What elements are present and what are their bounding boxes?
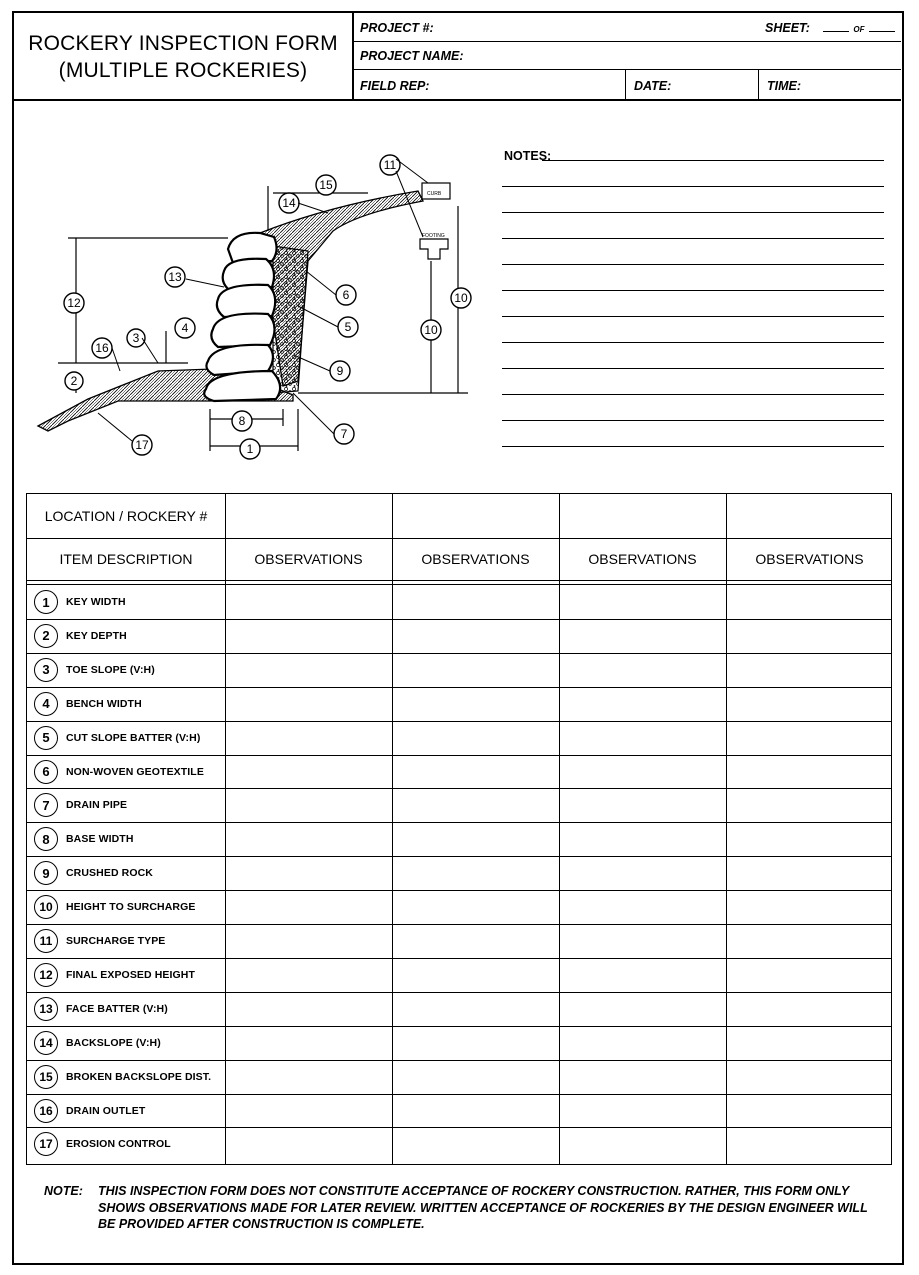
item-label: CRUSHED ROCK xyxy=(66,867,153,880)
item-description-header: ITEM DESCRIPTION xyxy=(59,551,193,567)
table-row xyxy=(27,1060,225,1094)
notes-line[interactable] xyxy=(502,446,884,447)
item-label: NON-WOVEN GEOTEXTILE xyxy=(66,765,204,778)
table-col-divider xyxy=(225,494,226,1164)
observation-cell[interactable] xyxy=(227,789,390,821)
table-col-divider xyxy=(726,494,727,1164)
observation-cell[interactable] xyxy=(394,620,557,652)
observation-cell[interactable] xyxy=(394,1061,557,1093)
table-row xyxy=(27,992,225,1026)
svg-text:17: 17 xyxy=(135,438,149,452)
project-name-row[interactable] xyxy=(354,42,901,70)
observation-cell[interactable] xyxy=(394,1027,557,1059)
observation-cell[interactable] xyxy=(394,857,557,889)
observation-cell[interactable] xyxy=(728,1128,891,1160)
observation-cell[interactable] xyxy=(728,688,891,720)
observation-cell[interactable] xyxy=(561,586,724,618)
sheet-of-label: OF xyxy=(853,25,865,34)
observation-cell[interactable] xyxy=(394,1128,557,1160)
observation-cell[interactable] xyxy=(394,823,557,855)
item-number-badge: 13 xyxy=(34,997,58,1021)
disclaimer-lead: NOTE: xyxy=(44,1184,83,1198)
observations-header: OBSERVATIONS xyxy=(588,551,697,567)
date-label: DATE: xyxy=(634,79,672,93)
sheet-number-blank[interactable] xyxy=(823,22,849,32)
notes-line[interactable] xyxy=(502,290,884,291)
callout-12 xyxy=(64,293,84,313)
item-label: FINAL EXPOSED HEIGHT xyxy=(66,968,195,981)
observation-cell[interactable] xyxy=(394,756,557,788)
observation-cell[interactable] xyxy=(227,959,390,991)
table-col-divider xyxy=(559,494,560,1164)
observation-cell[interactable] xyxy=(728,857,891,889)
item-number-badge: 1 xyxy=(34,590,58,614)
project-number-row[interactable] xyxy=(354,13,901,42)
table-row-line xyxy=(27,580,891,581)
table-row xyxy=(27,585,225,619)
project-number-label: PROJECT #: xyxy=(360,21,434,35)
callout-14 xyxy=(279,193,299,213)
table-row xyxy=(27,890,225,924)
callout-10b xyxy=(451,288,471,308)
svg-text:4: 4 xyxy=(181,321,189,335)
observation-cell[interactable] xyxy=(561,688,724,720)
item-number-badge: 11 xyxy=(34,929,58,953)
item-label: BASE WIDTH xyxy=(66,833,134,846)
observation-cell[interactable] xyxy=(227,823,390,855)
table-row xyxy=(27,687,225,721)
observation-cell[interactable] xyxy=(227,857,390,889)
observation-cell[interactable] xyxy=(561,891,724,923)
table-row xyxy=(27,924,225,958)
callout-13 xyxy=(165,267,185,287)
item-number-badge: 10 xyxy=(34,895,58,919)
observation-cell[interactable] xyxy=(394,688,557,720)
observation-cell[interactable] xyxy=(728,789,891,821)
form-frame xyxy=(12,11,904,1265)
observation-cell[interactable] xyxy=(227,993,390,1025)
rockery-number-cell[interactable] xyxy=(561,494,725,538)
observation-cell[interactable] xyxy=(728,925,891,957)
item-label: DRAIN PIPE xyxy=(66,799,128,812)
observation-cell[interactable] xyxy=(227,891,390,923)
observation-cell[interactable] xyxy=(561,722,724,754)
form-title xyxy=(14,13,354,101)
svg-text:9: 9 xyxy=(336,364,344,378)
item-number-badge: 6 xyxy=(34,760,58,784)
item-label: BENCH WIDTH xyxy=(66,697,142,710)
notes-line[interactable] xyxy=(502,368,884,369)
callout-10a xyxy=(421,320,441,340)
sheet-label: SHEET: xyxy=(765,21,810,35)
notes-line[interactable] xyxy=(502,420,884,421)
item-label: FACE BATTER (V:H) xyxy=(66,1002,168,1015)
observation-cell[interactable] xyxy=(561,925,724,957)
observation-cell[interactable] xyxy=(728,891,891,923)
item-number-badge: 2 xyxy=(34,624,58,648)
table-row xyxy=(27,755,225,789)
table-row xyxy=(27,958,225,992)
item-number-badge: 12 xyxy=(34,963,58,987)
date-divider xyxy=(625,70,626,101)
item-number-badge: 5 xyxy=(34,726,58,750)
observation-cell[interactable] xyxy=(728,993,891,1025)
table-row xyxy=(27,856,225,890)
callout-11 xyxy=(380,155,400,175)
item-number-badge: 8 xyxy=(34,827,58,851)
footing-shape xyxy=(420,239,448,259)
observation-cell[interactable] xyxy=(394,925,557,957)
time-divider xyxy=(758,70,759,101)
time-label: TIME: xyxy=(767,79,802,93)
callout-2 xyxy=(65,372,83,390)
table-row xyxy=(27,653,225,687)
observation-cell[interactable] xyxy=(728,959,891,991)
observation-cell[interactable] xyxy=(561,1027,724,1059)
sheet-field[interactable] xyxy=(765,21,895,35)
rockery-number-cell[interactable] xyxy=(394,494,558,538)
item-label: HEIGHT TO SURCHARGE xyxy=(66,901,196,914)
observation-cell[interactable] xyxy=(728,722,891,754)
callout-4 xyxy=(175,318,195,338)
item-number-badge: 9 xyxy=(34,861,58,885)
svg-text:8: 8 xyxy=(238,414,246,428)
observation-cell[interactable] xyxy=(227,756,390,788)
callout-7 xyxy=(334,424,354,444)
observation-cell[interactable] xyxy=(227,586,390,618)
project-name-label: PROJECT NAME: xyxy=(360,49,464,63)
field-rep-row xyxy=(354,70,901,101)
form-header xyxy=(14,13,901,101)
crushed-rock-zone xyxy=(273,246,308,393)
item-label: BACKSLOPE (V:H) xyxy=(66,1036,161,1049)
observation-cell[interactable] xyxy=(227,654,390,686)
item-label: EROSION CONTROL xyxy=(66,1138,171,1151)
rockery-section-diagram xyxy=(28,131,478,476)
sheet-total-blank[interactable] xyxy=(869,22,895,32)
observation-cell[interactable] xyxy=(394,654,557,686)
curb-label: CURB xyxy=(427,191,442,197)
item-number-badge: 3 xyxy=(34,658,58,682)
notes-line[interactable] xyxy=(502,238,884,239)
observation-cell[interactable] xyxy=(561,959,724,991)
callout-15 xyxy=(316,175,336,195)
svg-text:12: 12 xyxy=(67,296,81,310)
svg-text:2: 2 xyxy=(70,374,78,388)
item-number-badge: 14 xyxy=(34,1031,58,1055)
observation-cell[interactable] xyxy=(227,688,390,720)
observation-cell[interactable] xyxy=(561,1061,724,1093)
item-number-badge: 15 xyxy=(34,1065,58,1089)
observation-cell[interactable] xyxy=(394,586,557,618)
notes-line[interactable] xyxy=(502,212,884,213)
observation-cell[interactable] xyxy=(561,857,724,889)
callout-8 xyxy=(232,411,252,431)
observation-cell[interactable] xyxy=(394,891,557,923)
notes-line[interactable] xyxy=(502,342,884,343)
item-label: CUT SLOPE BATTER (V:H) xyxy=(66,731,201,744)
callout-16 xyxy=(92,338,112,358)
table-row xyxy=(27,619,225,653)
table-row xyxy=(27,1094,225,1128)
svg-text:7: 7 xyxy=(340,427,348,441)
observation-cell[interactable] xyxy=(728,1095,891,1127)
callout-6 xyxy=(336,285,356,305)
table-row xyxy=(27,822,225,856)
item-label: TOE SLOPE (V:H) xyxy=(66,663,155,676)
item-number-badge: 16 xyxy=(34,1099,58,1123)
item-label: KEY DEPTH xyxy=(66,629,127,642)
observation-cell[interactable] xyxy=(394,993,557,1025)
svg-text:15: 15 xyxy=(319,178,333,192)
observations-header: OBSERVATIONS xyxy=(421,551,530,567)
callout-9 xyxy=(330,361,350,381)
svg-text:10: 10 xyxy=(454,291,468,305)
notes-line[interactable] xyxy=(502,394,884,395)
observation-cell[interactable] xyxy=(227,925,390,957)
item-number-badge: 7 xyxy=(34,793,58,817)
observation-cell[interactable] xyxy=(227,1095,390,1127)
callout-5 xyxy=(338,317,358,337)
table-row xyxy=(27,1026,225,1060)
svg-text:3: 3 xyxy=(132,331,140,345)
footing-label: FOOTING xyxy=(422,233,445,239)
svg-text:10: 10 xyxy=(424,323,438,337)
observation-cell[interactable] xyxy=(394,1095,557,1127)
item-label: SURCHARGE TYPE xyxy=(66,935,166,947)
observation-cell[interactable] xyxy=(394,959,557,991)
callout-1 xyxy=(240,439,260,459)
svg-text:14: 14 xyxy=(282,196,296,210)
observation-cell[interactable] xyxy=(227,722,390,754)
table-row xyxy=(27,788,225,822)
observation-cell[interactable] xyxy=(728,823,891,855)
observation-cell[interactable] xyxy=(561,1095,724,1127)
callout-17 xyxy=(132,435,152,455)
observations-header: OBSERVATIONS xyxy=(254,551,363,567)
observation-cell[interactable] xyxy=(561,993,724,1025)
table-row xyxy=(27,1127,225,1161)
rockery-stones xyxy=(204,233,280,401)
notes-label: NOTES: xyxy=(504,149,552,163)
observation-cell[interactable] xyxy=(227,1128,390,1160)
observation-cell[interactable] xyxy=(728,1027,891,1059)
inspection-table xyxy=(26,493,892,1165)
disclaimer-text: THIS INSPECTION FORM DOES NOT CONSTITUTE ACCEPTANCE OF ROCKERY CONSTRUCTION. RATHER, THIS FORM ONLY SHOWS OBSERVATIONS MADE FOR LATER REVIEW. WRITTEN ACCEPTANCE OF ROCKERIES BY THE DESIGN ENGINEER WILL BE PROVIDED AFTER CONSTRUCTION IS COMPLETE. xyxy=(98,1184,868,1231)
observation-cell[interactable] xyxy=(227,1061,390,1093)
rockery-number-cell[interactable] xyxy=(227,494,391,538)
form-title-line1: ROCKERY INSPECTION FORM xyxy=(28,32,338,55)
observation-cell[interactable] xyxy=(561,823,724,855)
svg-text:1: 1 xyxy=(246,442,254,456)
observation-cell[interactable] xyxy=(728,654,891,686)
svg-text:5: 5 xyxy=(344,320,352,334)
table-col-divider xyxy=(392,494,393,1164)
observation-cell[interactable] xyxy=(394,722,557,754)
form-title-line2: (MULTIPLE ROCKERIES) xyxy=(58,59,308,82)
svg-text:6: 6 xyxy=(342,288,350,302)
observation-cell[interactable] xyxy=(728,756,891,788)
observation-cell[interactable] xyxy=(561,789,724,821)
notes-line[interactable] xyxy=(502,316,884,317)
observation-cell[interactable] xyxy=(728,1061,891,1093)
observation-cell[interactable] xyxy=(227,1027,390,1059)
notes-line[interactable] xyxy=(542,160,884,161)
observation-cell[interactable] xyxy=(728,620,891,652)
observation-cell[interactable] xyxy=(561,654,724,686)
notes-line[interactable] xyxy=(502,264,884,265)
item-number-badge: 17 xyxy=(34,1132,58,1156)
observations-header: OBSERVATIONS xyxy=(755,551,864,567)
item-label: KEY WIDTH xyxy=(66,596,126,608)
item-label: DRAIN OUTLET xyxy=(66,1104,146,1117)
svg-text:11: 11 xyxy=(383,158,397,172)
rockery-number-cell[interactable] xyxy=(728,494,891,538)
observation-cell[interactable] xyxy=(561,1128,724,1160)
observation-cell[interactable] xyxy=(561,756,724,788)
svg-text:16: 16 xyxy=(95,341,109,355)
field-rep-label: FIELD REP: xyxy=(360,79,430,93)
observation-cell[interactable] xyxy=(227,620,390,652)
item-number-badge: 4 xyxy=(34,692,58,716)
observation-cell[interactable] xyxy=(561,620,724,652)
item-label: BROKEN BACKSLOPE DIST. xyxy=(66,1070,212,1083)
observation-cell[interactable] xyxy=(728,586,891,618)
location-rockery-header: LOCATION / ROCKERY # xyxy=(44,508,208,524)
svg-text:13: 13 xyxy=(168,270,182,284)
notes-line[interactable] xyxy=(502,186,884,187)
table-row xyxy=(27,721,225,755)
observation-cell[interactable] xyxy=(394,789,557,821)
